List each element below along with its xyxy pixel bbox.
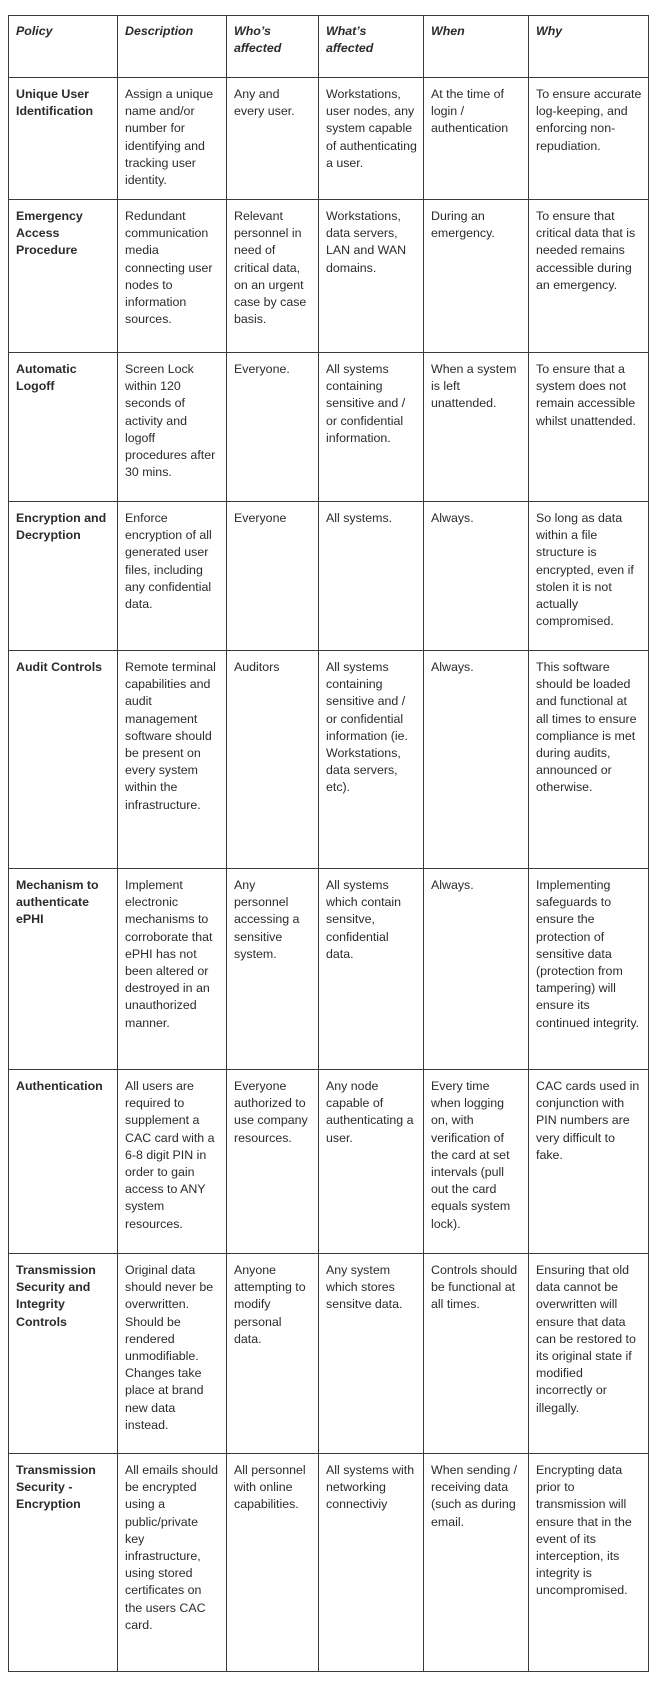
cell-why: So long as data within a file structure is encrypted, even if stolen it is not actually compromised.: [529, 502, 649, 651]
cell-policy: Emergency Access Procedure: [9, 200, 118, 353]
table-row: [9, 651, 649, 869]
policy-table: [8, 15, 649, 1672]
cell-when: Always.: [424, 651, 529, 869]
cell-who: Everyone.: [227, 353, 319, 502]
cell-what: All systems which contain sensitve, confidential data.: [319, 869, 424, 1070]
header-what-affected: What’s affected: [319, 16, 424, 78]
cell-what: Any node capable of authenticating a user.: [319, 1070, 424, 1254]
cell-when: Controls should be functional at all times.: [424, 1254, 529, 1454]
cell-description: Enforce encryption of all generated user files, including any confidential data.: [118, 502, 227, 651]
cell-policy: Unique User Identification: [9, 78, 118, 200]
cell-when: Every time when logging on, with verification of the card at set intervals (pull out the card equals system lock).: [424, 1070, 529, 1254]
table-row: [9, 1070, 649, 1254]
cell-why: CAC cards used in conjunction with PIN numbers are very difficult to fake.: [529, 1070, 649, 1254]
header-why: Why: [529, 16, 649, 78]
header-policy: Policy: [9, 16, 118, 78]
cell-policy: Transmission Security and Integrity Controls: [9, 1254, 118, 1454]
cell-who: Any personnel accessing a sensitive system.: [227, 869, 319, 1070]
cell-why: Ensuring that old data cannot be overwritten will ensure that data can be restored to its original state if modified incorrectly or illegally.: [529, 1254, 649, 1454]
header-description: Description: [118, 16, 227, 78]
cell-description: Screen Lock within 120 seconds of activity and logoff procedures after 30 mins.: [118, 353, 227, 502]
table-row: [9, 869, 649, 1070]
cell-policy: Automatic Logoff: [9, 353, 118, 502]
cell-policy: Authentication: [9, 1070, 118, 1254]
cell-what: All systems with networking connectiviy: [319, 1454, 424, 1672]
cell-when: Always.: [424, 869, 529, 1070]
cell-who: Relevant personnel in need of critical data, on an urgent case by case basis.: [227, 200, 319, 353]
cell-policy: Audit Controls: [9, 651, 118, 869]
cell-policy: Transmission Security - Encryption: [9, 1454, 118, 1672]
cell-description: Remote terminal capabilities and audit management software should be present on every system within the infrastructure.: [118, 651, 227, 869]
cell-why: To ensure accurate log-keeping, and enforcing non-repudiation.: [529, 78, 649, 200]
cell-when: At the time of login / authentication: [424, 78, 529, 200]
cell-what: Any system which stores sensitve data.: [319, 1254, 424, 1454]
cell-when: When a system is left unattended.: [424, 353, 529, 502]
cell-description: Assign a unique name and/or number for identifying and tracking user identity.: [118, 78, 227, 200]
cell-description: All users are required to supplement a CAC card with a 6-8 digit PIN in order to gain access to ANY system resources.: [118, 1070, 227, 1254]
table-row: [9, 353, 649, 502]
table-row: [9, 78, 649, 200]
cell-when: When sending / receiving data (such as during email.: [424, 1454, 529, 1672]
cell-who: Auditors: [227, 651, 319, 869]
cell-why: Encrypting data prior to transmission will ensure that in the event of its interception, its integrity is uncompromised.: [529, 1454, 649, 1672]
table-row: [9, 200, 649, 353]
cell-why: This software should be loaded and functional at all times to ensure compliance is met during audits, announced or otherwise.: [529, 651, 649, 869]
header-who-affected: Who’s affected: [227, 16, 319, 78]
table-row: [9, 502, 649, 651]
cell-when: Always.: [424, 502, 529, 651]
cell-what: All systems.: [319, 502, 424, 651]
header-when: When: [424, 16, 529, 78]
cell-who: Everyone authorized to use company resources.: [227, 1070, 319, 1254]
cell-what: Workstations, user nodes, any system capable of authenticating a user.: [319, 78, 424, 200]
cell-why: To ensure that a system does not remain accessible whilst unattended.: [529, 353, 649, 502]
cell-who: All personnel with online capabilities.: [227, 1454, 319, 1672]
cell-when: During an emergency.: [424, 200, 529, 353]
cell-who: Everyone: [227, 502, 319, 651]
table-row: [9, 1454, 649, 1672]
cell-who: Anyone attempting to modify personal data.: [227, 1254, 319, 1454]
cell-policy: Encryption and Decryption: [9, 502, 118, 651]
cell-description: Implement electronic mechanisms to corroborate that ePHI has not been altered or destroyed in an unauthorized manner.: [118, 869, 227, 1070]
cell-why: To ensure that critical data that is needed remains accessible during an emergency.: [529, 200, 649, 353]
cell-what: All systems containing sensitive and / or confidential information (ie. Workstations, data servers, etc).: [319, 651, 424, 869]
cell-who: Any and every user.: [227, 78, 319, 200]
cell-description: All emails should be encrypted using a public/private key infrastructure, using stored certificates on the users CAC card.: [118, 1454, 227, 1672]
cell-what: All systems containing sensitive and / or confidential information.: [319, 353, 424, 502]
cell-description: Redundant communication media connecting user nodes to information sources.: [118, 200, 227, 353]
table-row: [9, 1254, 649, 1454]
cell-description: Original data should never be overwritten. Should be rendered unmodifiable. Changes take place at brand new data instead.: [118, 1254, 227, 1454]
cell-what: Workstations, data servers, LAN and WAN domains.: [319, 200, 424, 353]
cell-policy: Mechanism to authenticate ePHI: [9, 869, 118, 1070]
header-row: [9, 16, 649, 78]
cell-why: Implementing safeguards to ensure the protection of sensitive data (protection from tampering) will ensure its continued integrity.: [529, 869, 649, 1070]
